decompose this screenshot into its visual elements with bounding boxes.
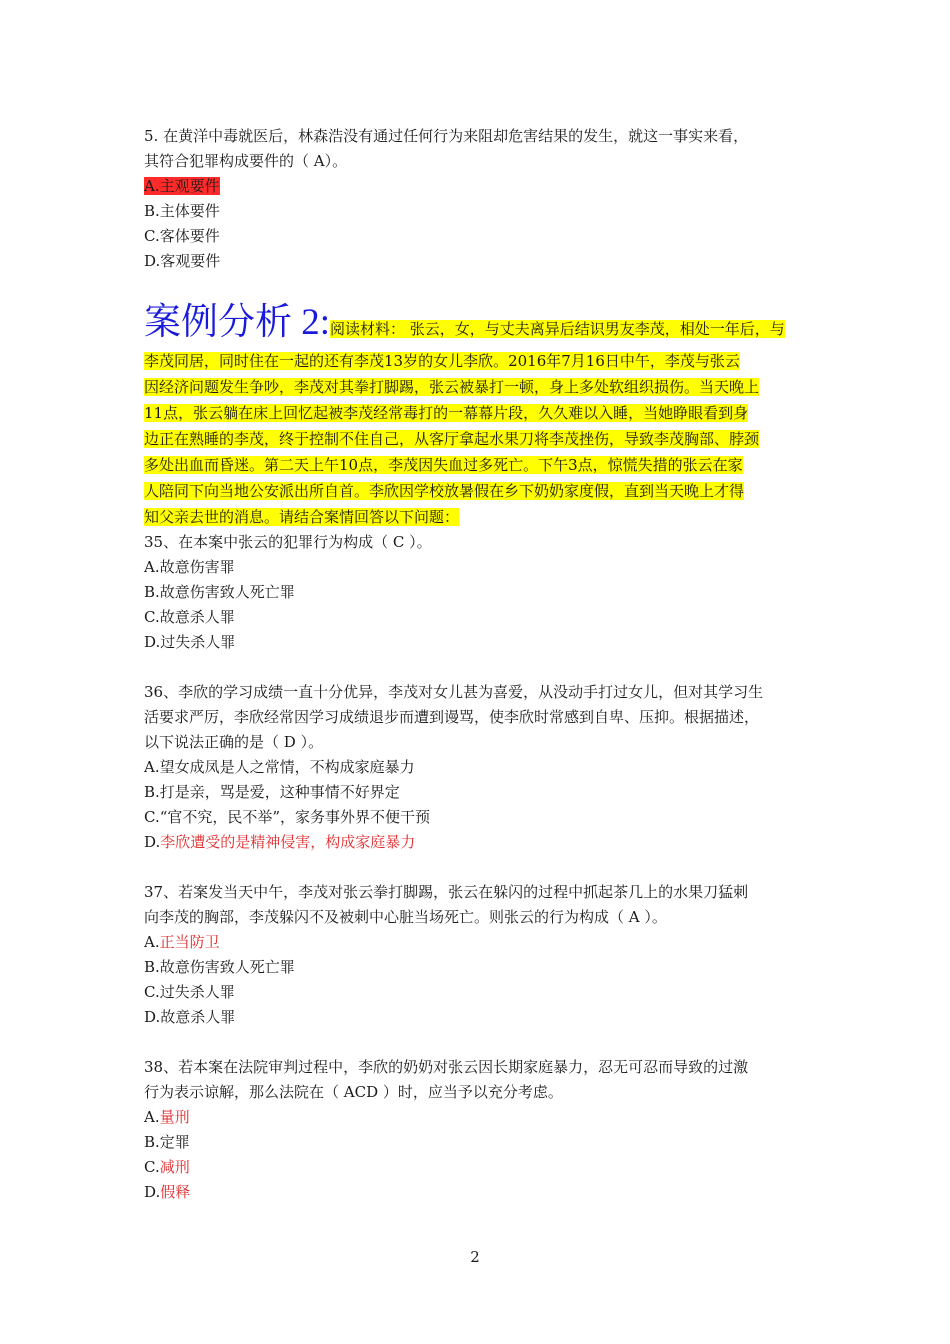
- question-37-option-d: [144, 1005, 808, 1030]
- case-material-text: 多处出血而昏迷。第二天上午10点，李茂因失血过多死亡。下午3点，惊慌失措的张云在家: [144, 456, 743, 474]
- option-letter: C.: [144, 1158, 160, 1176]
- question-36-option-a: [144, 755, 808, 780]
- case-material-text: 李茂同居，同时住在一起的还有李茂13岁的女儿李欣。2016年7月16日中午，李茂与张云: [144, 352, 740, 370]
- case-material-line-3: [144, 374, 808, 400]
- question-35-stem: 35、在本案中张云的犯罪行为构成（ C ）。: [144, 533, 432, 551]
- case-material-line-8: [144, 504, 808, 530]
- question-36-option-c: [144, 805, 808, 830]
- question-35-option-d: D.过失杀人罪: [144, 633, 236, 651]
- question-5: [144, 124, 808, 274]
- question-5-stem-line-1: 5. 在黄洋中毒就医后，林森浩没有通过任何行为来阻却危害结果的发生，就这一事实来看，: [144, 127, 749, 145]
- correct-answer-text: 减刑: [159, 1158, 190, 1176]
- answer-highlight: A.主观要件: [144, 177, 220, 195]
- case-material-line-2: [144, 348, 808, 374]
- option-letter: C.: [144, 808, 160, 826]
- question-36-stem-line-2: 活要求严厉，李欣经常因学习成绩退步而遭到谩骂，使李欣时常感到自卑、压抑。根据描述，: [144, 708, 760, 726]
- page-number: 2: [470, 1248, 480, 1266]
- question-37-stem-line-2: 向李茂的胸部，李茂躲闪不及被刺中心脏当场死亡。则张云的行为构成（ A ）。: [144, 908, 667, 926]
- question-38-option-a: [144, 1105, 808, 1130]
- option-text: 打是亲，骂是爱，这种事情不好界定: [159, 783, 400, 801]
- question-5-option-b: B.主体要件: [144, 202, 220, 220]
- correct-answer-text: 量刑: [159, 1108, 190, 1126]
- question-35: [144, 530, 808, 655]
- case-material-line-4: [144, 400, 808, 426]
- spacer: [144, 855, 808, 880]
- option-letter: B.: [144, 958, 160, 976]
- question-5-stem-line-2: 其符合犯罪构成要件的（ A）。: [144, 152, 348, 170]
- case-material-text: 阅读材料： 张云，女，与丈夫离异后结识男友李茂，相处一年后，与: [330, 320, 785, 338]
- option-text: 望女成凤是人之常情，不构成家庭暴力: [159, 758, 415, 776]
- option-letter: A.: [144, 1108, 160, 1126]
- option-letter: C.: [144, 983, 160, 1001]
- question-36-option-b: [144, 780, 808, 805]
- case-material-line-1: [144, 298, 808, 348]
- case-material-text: 边正在熟睡的李茂，终于控制不住自己，从客厅拿起水果刀将李茂挫伤，导致李茂胸部、脖颈: [144, 430, 760, 448]
- case-material-text: 11点，张云躺在床上回忆起被李茂经常毒打的一幕幕片段，久久难以入睡，当她睁眼看到身: [144, 404, 749, 422]
- spacer: [144, 655, 808, 680]
- question-5-option-c: C.客体要件: [144, 227, 220, 245]
- case-material-text: 因经济问题发生争吵，李茂对其拳打脚踢，张云被暴打一顿，身上多处软组织损伤。当天晚上: [144, 378, 760, 396]
- question-35-option-a: A.故意伤害罪: [144, 558, 235, 576]
- option-text: 故意伤害致人死亡罪: [159, 958, 295, 976]
- question-37-option-c: [144, 980, 808, 1005]
- question-38-option-c: [144, 1155, 808, 1180]
- question-38-stem-line-1: 38、若本案在法院审判过程中，李欣的奶奶对张云因长期家庭暴力，忍无可忍而导致的过激: [144, 1058, 749, 1076]
- option-letter: D.: [144, 833, 161, 851]
- question-37-stem-line-1: 37、若案发当天中午，李茂对张云拳打脚踢，张云在躲闪的过程中抓起茶几上的水果刀猛刺: [144, 883, 749, 901]
- question-36-option-d: [144, 830, 808, 855]
- correct-answer-text: 假释: [160, 1183, 191, 1201]
- case-material-line-5: [144, 426, 808, 452]
- case-material-line-7: [144, 478, 808, 504]
- question-38: [144, 1055, 808, 1205]
- question-35-option-c: C.故意杀人罪: [144, 608, 235, 626]
- correct-answer-text: 正当防卫: [159, 933, 220, 951]
- option-letter: D.: [144, 1008, 161, 1026]
- question-38-option-d: [144, 1180, 808, 1205]
- question-38-stem-line-2: 行为表示谅解，那么法院在（ ACD ）时，应当予以充分考虑。: [144, 1083, 563, 1101]
- case-title: 案例分析 2:: [144, 302, 331, 343]
- question-35-option-b: B.故意伤害致人死亡罪: [144, 583, 295, 601]
- option-letter: B.: [144, 783, 160, 801]
- spacer: [144, 1030, 808, 1055]
- option-text: 故意杀人罪: [160, 1008, 236, 1026]
- option-text: “官不究，民不举”，家务事外界不便干预: [159, 808, 431, 826]
- option-letter: A.: [144, 933, 160, 951]
- question-5-option-d: D.客观要件: [144, 252, 221, 270]
- option-text: 过失杀人罪: [159, 983, 235, 1001]
- option-text: 定罪: [159, 1133, 190, 1151]
- case-analysis-2: [144, 298, 808, 530]
- correct-answer-text: 李欣遭受的是精神侵害，构成家庭暴力: [160, 833, 416, 851]
- option-letter: D.: [144, 1183, 161, 1201]
- question-36-stem-line-3: 以下说法正确的是（ D ）。: [144, 733, 324, 751]
- case-material-text: 人陪同下向当地公安派出所自首。李欣因学校放暑假在乡下奶奶家度假，直到当天晚上才得: [144, 482, 745, 500]
- question-36-stem-line-1: 36、李欣的学习成绩一直十分优异，李茂对女儿甚为喜爱，从没动手打过女儿，但对其学习生: [144, 683, 764, 701]
- question-5-option-a: [144, 174, 808, 199]
- case-material-text: 知父亲去世的消息。请结合案情回答以下问题：: [144, 508, 460, 526]
- option-letter: B.: [144, 1133, 160, 1151]
- question-36: [144, 680, 808, 855]
- option-letter: A.: [144, 758, 160, 776]
- question-38-option-b: [144, 1130, 808, 1155]
- page-content: [144, 124, 808, 1205]
- question-37: [144, 880, 808, 1030]
- question-37-option-a: [144, 930, 808, 955]
- case-material-line-6: [144, 452, 808, 478]
- question-37-option-b: [144, 955, 808, 980]
